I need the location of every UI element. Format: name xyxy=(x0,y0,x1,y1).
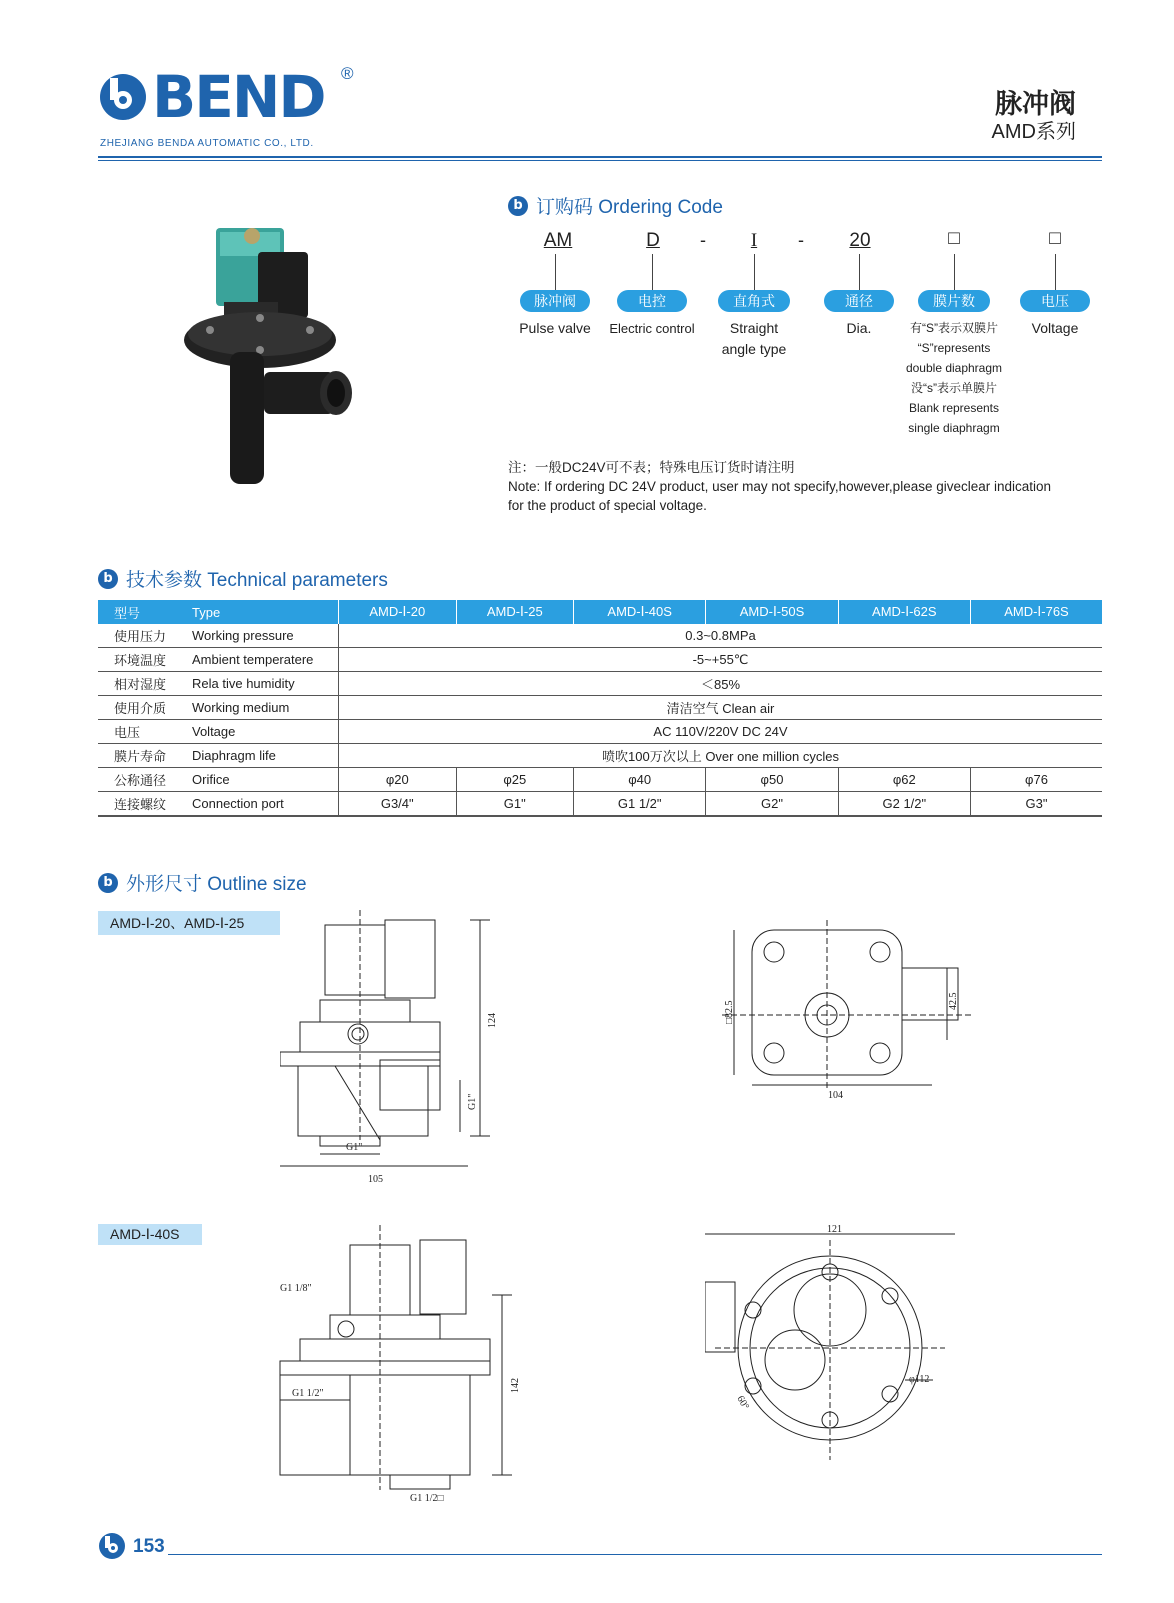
code-am: AM xyxy=(543,230,573,251)
desc-diaphragm-1: 有“S”表示双膜片 xyxy=(910,321,998,335)
desc-diaphragm xyxy=(894,318,1014,438)
code-dash-1: - xyxy=(700,230,706,250)
section-bullet-icon: b xyxy=(508,196,528,216)
dim-width-4: 121 xyxy=(827,1224,842,1235)
table-row xyxy=(98,672,1102,696)
connector-line xyxy=(1055,254,1056,290)
note-zh: 注：一般DC24V可不表；特殊电压订货时请注明 xyxy=(508,460,795,475)
table-row xyxy=(98,720,1102,744)
header-cell: AMD-Ⅰ-50S xyxy=(706,600,838,624)
row-value: 0.3~0.8MPa xyxy=(339,624,1103,648)
desc-dia: Dia. xyxy=(846,320,872,336)
dim-g112: G1 1/2" xyxy=(292,1388,324,1399)
header-rule-thin xyxy=(98,160,1102,161)
desc-electric: Electric control xyxy=(609,321,695,336)
model-tag-40s: AMD-Ⅰ-40S xyxy=(98,1224,202,1245)
desc-straight-2: angle type xyxy=(721,341,787,357)
port-value: G2" xyxy=(706,792,838,817)
dim-g112-bottom: G1 1/2□ xyxy=(410,1493,444,1504)
orifice-value: φ62 xyxy=(838,768,970,792)
desc-voltage: Voltage xyxy=(1031,320,1079,336)
page-title-zh: 脉冲阀 xyxy=(995,89,1076,120)
model-tag-20-25: AMD-Ⅰ-20、AMD-Ⅰ-25 xyxy=(98,911,280,935)
table-row xyxy=(98,624,1102,648)
table-row xyxy=(98,696,1102,720)
note-en-1: Note: If ordering DC 24V product, user may not specify,however,please giveclear indication xyxy=(508,479,1052,494)
desc-pulse: Pulse valve xyxy=(519,320,591,336)
code-20: 20 xyxy=(849,230,871,251)
dim-height-3: 142 xyxy=(510,1378,521,1393)
code-d: D xyxy=(646,230,660,251)
footer-logo-icon xyxy=(98,1532,126,1560)
header-cell: AMD-Ⅰ-25 xyxy=(456,600,574,624)
product-photo xyxy=(180,222,360,492)
row-label-zh: 连接螺纹 xyxy=(98,792,186,817)
dim-angle: 60° xyxy=(734,1394,751,1412)
pill-electric: 电控 xyxy=(617,290,687,312)
section-bullet-icon: b xyxy=(98,569,118,589)
note-en-2: for the product of special voltage. xyxy=(508,498,707,513)
dim-phi: φ112 xyxy=(909,1374,930,1385)
orifice-value: φ20 xyxy=(339,768,457,792)
code-i: I xyxy=(750,230,758,251)
row-label-zh: 公称通径 xyxy=(98,768,186,792)
port-value: G1" xyxy=(456,792,574,817)
connector-line xyxy=(954,254,955,290)
row-label-zh: 环境温度 xyxy=(98,648,186,672)
table-row xyxy=(98,648,1102,672)
desc-diaphragm-2: “S”represents xyxy=(917,341,991,355)
tech-params-title: 技术参数 Technical parameters xyxy=(126,570,388,591)
connector-line xyxy=(652,254,653,290)
header-cell: AMD-Ⅰ-20 xyxy=(339,600,457,624)
header-cell: AMD-Ⅰ-62S xyxy=(838,600,970,624)
header-rule xyxy=(98,156,1102,158)
row-label-en: Working pressure xyxy=(186,624,339,648)
desc-diaphragm-6: single diaphragm xyxy=(908,421,1000,435)
header-cell: Type xyxy=(186,600,339,624)
code-box-voltage: □ xyxy=(1049,228,1061,249)
ordering-code-heading xyxy=(508,192,723,219)
table-row xyxy=(98,744,1102,768)
row-label-zh: 使用压力 xyxy=(98,624,186,648)
desc-diaphragm-3: double diaphragm xyxy=(905,361,1003,375)
connector-line xyxy=(859,254,860,290)
ordering-note xyxy=(508,458,1108,515)
page-title-en: AMD系列 xyxy=(991,121,1076,143)
dim-g1-side: G1" xyxy=(467,1093,478,1110)
pill-straight: 直角式 xyxy=(718,290,790,312)
port-value: G2 1/2" xyxy=(838,792,970,817)
tech-params-table xyxy=(98,600,1102,817)
row-value: 清洁空气 Clean air xyxy=(339,696,1103,720)
dim-g118: G1 1/8" xyxy=(280,1283,312,1294)
orifice-value: φ50 xyxy=(706,768,838,792)
row-label-zh: 电压 xyxy=(98,720,186,744)
company-name: ZHEJIANG BENDA AUTOMATIC CO., LTD. xyxy=(100,138,314,149)
row-label-zh: 相对湿度 xyxy=(98,672,186,696)
orifice-value: φ25 xyxy=(456,768,574,792)
port-value: G3/4" xyxy=(339,792,457,817)
row-label-zh: 膜片寿命 xyxy=(98,744,186,768)
dim-width-2: 104 xyxy=(828,1090,843,1100)
brand-logo-icon xyxy=(98,72,148,122)
row-value: -5~+55℃ xyxy=(339,648,1103,672)
registered-mark: ® xyxy=(341,64,354,83)
header-cell: AMD-Ⅰ-76S xyxy=(970,600,1102,624)
dim-height-2: 42.5 xyxy=(948,992,959,1010)
table-row xyxy=(98,792,1102,817)
brand-wordmark: BEND xyxy=(152,63,325,131)
pill-diaphragm: 膜片数 xyxy=(918,290,990,312)
row-label-en: Rela tive humidity xyxy=(186,672,339,696)
row-label-en: Connection port xyxy=(186,792,339,817)
dim-g1-bottom: G1" xyxy=(346,1142,363,1153)
dim-square: □82.5 xyxy=(724,1000,735,1024)
row-label-en: Working medium xyxy=(186,696,339,720)
pill-pulse-valve: 脉冲阀 xyxy=(520,290,590,312)
port-value: G1 1/2" xyxy=(574,792,706,817)
tech-params-heading xyxy=(98,565,388,592)
row-label-en: Ambient temperatere xyxy=(186,648,339,672)
drawing-top-40s xyxy=(705,1220,965,1470)
desc-straight-1: Straight xyxy=(729,320,779,336)
header-cell: AMD-Ⅰ-40S xyxy=(574,600,706,624)
row-label-en: Diaphragm life xyxy=(186,744,339,768)
table-header-row xyxy=(98,600,1102,624)
pill-voltage: 电压 xyxy=(1020,290,1090,312)
desc-straight xyxy=(704,318,804,360)
code-dash-2: - xyxy=(798,230,804,250)
connector-line xyxy=(754,254,755,290)
page-number: 153 xyxy=(133,1536,165,1557)
drawing-side-40s xyxy=(270,1225,530,1505)
row-label-zh: 使用介质 xyxy=(98,696,186,720)
outline-size-title: 外形尺寸 Outline size xyxy=(126,874,307,895)
section-bullet-icon: b xyxy=(98,873,118,893)
table-row xyxy=(98,768,1102,792)
footer-rule xyxy=(168,1554,1102,1555)
desc-diaphragm-5: Blank represents xyxy=(908,401,1000,415)
row-value: ＜85% xyxy=(339,672,1103,696)
code-box-diaphragm: □ xyxy=(948,228,960,249)
desc-diaphragm-4: 没“s”表示单膜片 xyxy=(911,381,997,395)
dim-height: 124 xyxy=(487,1013,498,1028)
header-cell: 型号 xyxy=(98,600,186,624)
connector-line xyxy=(555,254,556,290)
row-value: AC 110V/220V DC 24V xyxy=(339,720,1103,744)
ordering-code-title: 订购码 Ordering Code xyxy=(536,197,723,218)
outline-size-heading xyxy=(98,869,307,896)
port-value: G3" xyxy=(970,792,1102,817)
row-label-en: Voltage xyxy=(186,720,339,744)
row-label-en: Orifice xyxy=(186,768,339,792)
dim-width: 105 xyxy=(368,1174,383,1185)
drawing-top-20-25 xyxy=(722,920,972,1100)
pill-dia: 通径 xyxy=(824,290,894,312)
orifice-value: φ76 xyxy=(970,768,1102,792)
row-value: 喷吹100万次以上 Over one million cycles xyxy=(339,744,1103,768)
drawing-side-20-25 xyxy=(280,910,530,1190)
orifice-value: φ40 xyxy=(574,768,706,792)
